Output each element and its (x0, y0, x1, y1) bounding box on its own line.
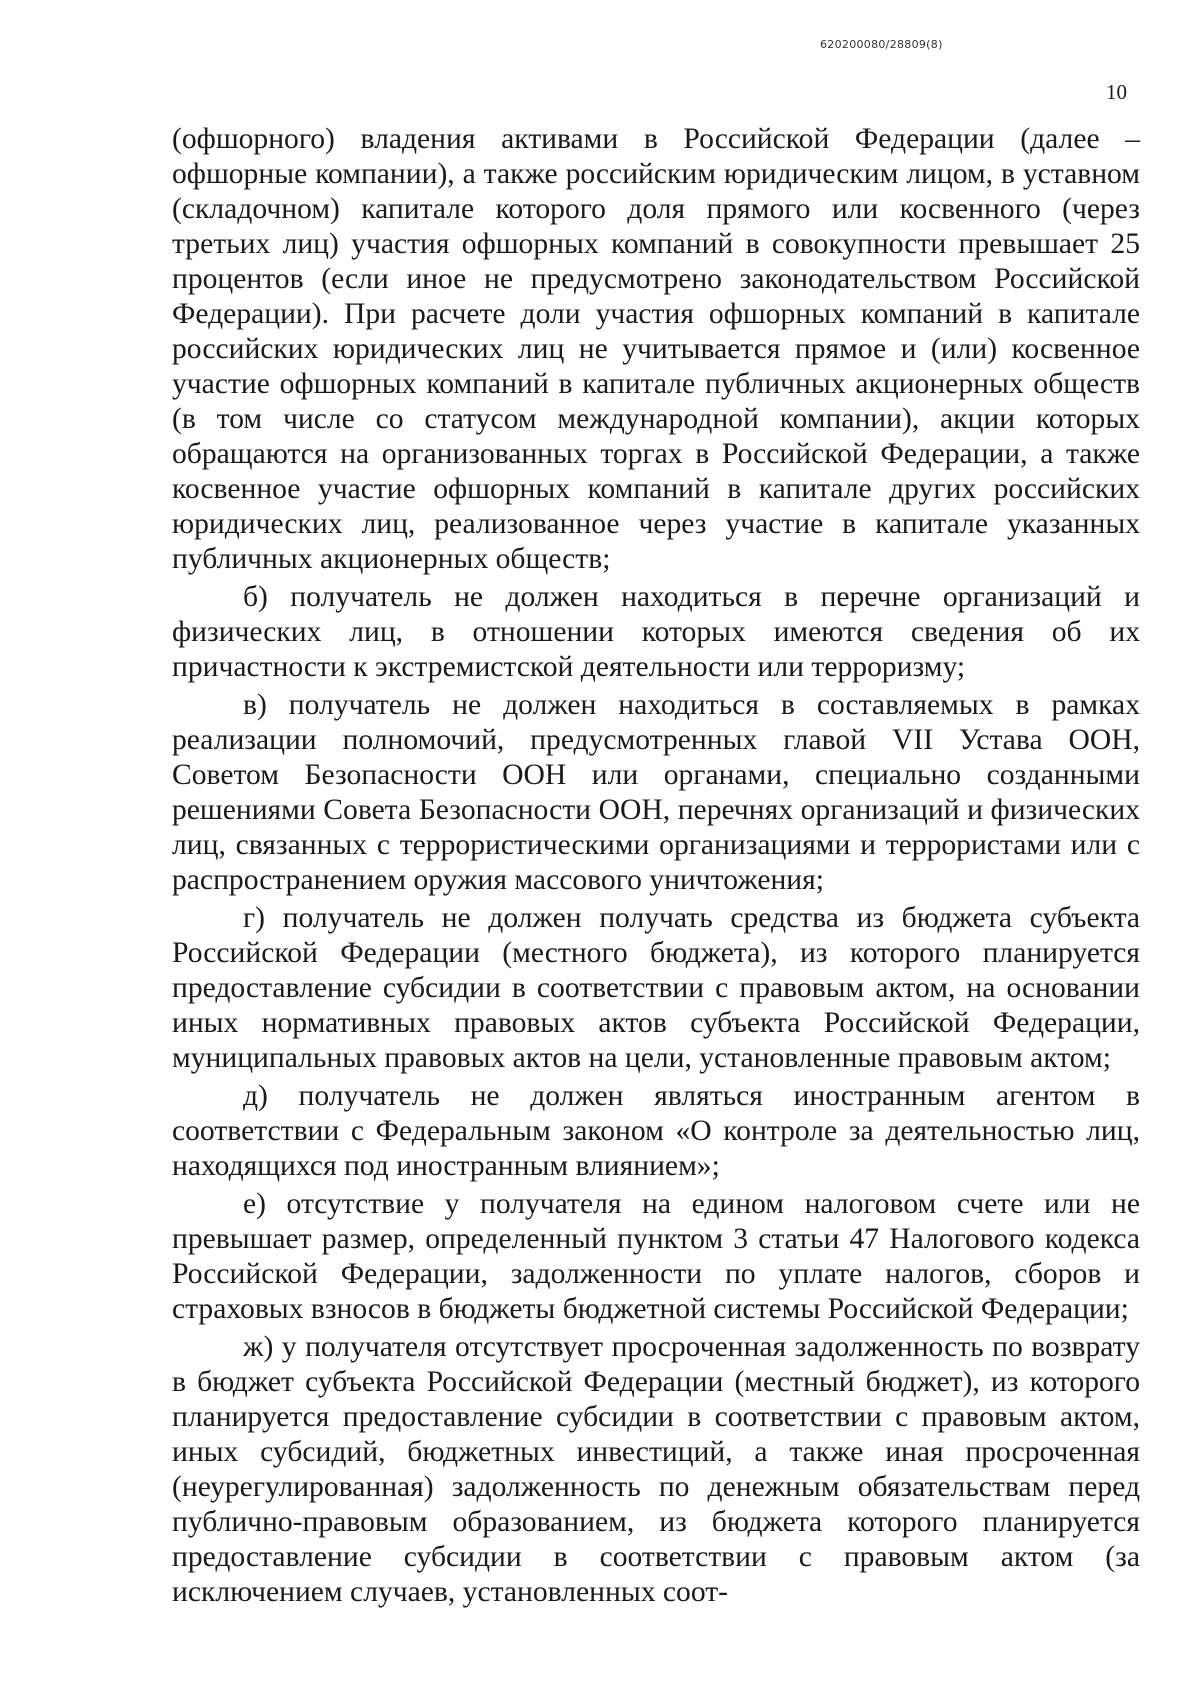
paragraph-item-e: е) отсутствие у получателя на едином налоговом счете или не превышает размер, определенный пунктом 3 статьи 47 Налогового кодекса Российской Федерации, задолженности по уплате налогов, сборов и страховых взносов в бюджеты бюджетной системы Российской Федерации; (172, 1188, 1140, 1325)
paragraph-item-b: б) получатель не должен находиться в перечне организаций и физических лиц, в отношении которых имеются сведения об их причастности к экстремистской деятельности или терроризму; (172, 581, 1140, 683)
paragraph-offshore-continuation: (офшорного) владения активами в Российской Федерации (далее – офшорные компании), а также российским юридическим лицом, в уставном (складочном) капитале которого доля прямого или косвенного (через третьих лиц) участия офшорных компаний в совокупности превышает 25 процентов (если иное не предусмотрено законодательством Российской Федерации). При расчете доли участия офшорных компаний в капитале российских юридических лиц не учитывается прямое и (или) косвенное участие офшорных компаний в капитале публичных акционерных обществ (в том числе со статусом международной компании), акции которых обращаются на организованных торгах в Российской Федерации, а также косвенное участие офшорных компаний в капитале других российских юридических лиц, реализованное через участие в капитале указанных публичных акционерных обществ; (172, 123, 1140, 575)
paragraph-item-v: в) получатель не должен находиться в составляемых в рамках реализации полномочий, предусмотренных главой VII Устава ООН, Советом Безопасности ООН или органами, специально созданными решениями Совета Безопасности ООН, перечнях организаций и физических лиц, связанных с террористическими организациями и террористами или с распространением оружия массового уничтожения; (172, 689, 1140, 896)
page-number: 10 (1106, 80, 1127, 104)
paragraph-item-d: д) получатель не должен являться иностранным агентом в соответствии с Федеральным законом «О контроле за деятельностью лиц, находящихся под иностранным влиянием»; (172, 1080, 1140, 1182)
paragraph-item-g: г) получатель не должен получать средства из бюджета субъекта Российской Федерации (местного бюджета), из которого планируется предоставление субсидии в соответствии с правовым актом, на основании иных нормативных правовых актов субъекта Российской Федерации, муниципальных правовых актов на цели, установленные правовым актом; (172, 902, 1140, 1074)
paragraph-item-zh: ж) у получателя отсутствует просроченная задолженность по возврату в бюджет субъекта Российской Федерации (местный бюджет), из которого планируется предоставление субсидии в соответствии с правовым актом, иных субсидий, бюджетных инвестиций, а также иная просроченная (неурегулированная) задолженность по денежным обязательствам перед публично-правовым образованием, из бюджета которого планируется предоставление субсидии в соответствии с правовым актом (за исключением случаев, установленных соот- (172, 1331, 1140, 1608)
document-id: 620200080/28809(8) (820, 38, 943, 51)
document-body (172, 122, 1140, 1610)
